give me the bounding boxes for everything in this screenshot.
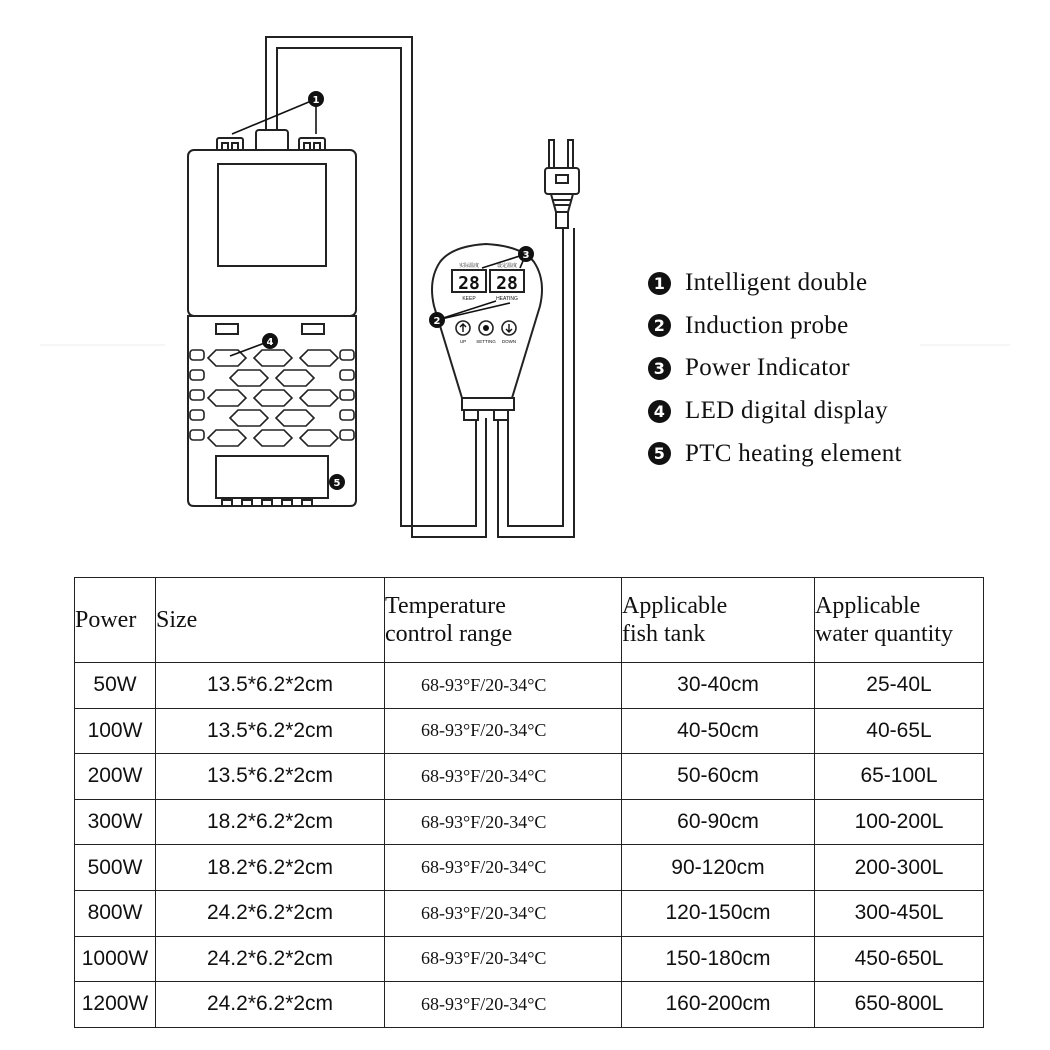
cell-water: 650-800L: [815, 982, 984, 1028]
cell-water: 65-100L: [815, 754, 984, 800]
power-plug: [545, 140, 579, 228]
cell-temperature: 68-93°F/20-34°C: [385, 936, 622, 982]
callout-3: [518, 246, 534, 262]
cell-water: 450-650L: [815, 936, 984, 982]
svg-text:2: 2: [433, 316, 441, 327]
legend-text: LED digital display: [685, 397, 888, 425]
legend-item: [648, 262, 902, 305]
cell-fish-tank: 160-200cm: [622, 982, 815, 1028]
right-display-caption: HEATING: [496, 296, 518, 302]
header-temperature-line2: control range: [385, 621, 513, 647]
cell-size: 18.2*6.2*2cm: [156, 799, 385, 845]
cell-power: 50W: [75, 663, 156, 709]
heater-device: [188, 130, 356, 506]
legend-number: 1: [648, 272, 671, 295]
legend-number: 5: [648, 442, 671, 465]
cell-fish-tank: 50-60cm: [622, 754, 815, 800]
cell-size: 13.5*6.2*2cm: [156, 663, 385, 709]
header-temperature-line1: Temperature: [385, 593, 506, 619]
cell-fish-tank: 90-120cm: [622, 845, 815, 891]
legend-text: Power Indicator: [685, 354, 850, 382]
cell-fish-tank: 30-40cm: [622, 663, 815, 709]
cell-power: 300W: [75, 799, 156, 845]
cell-temperature: 68-93°F/20-34°C: [385, 799, 622, 845]
table-row: [75, 936, 984, 982]
legend-number: 2: [648, 314, 671, 337]
cell-power: 1200W: [75, 982, 156, 1028]
cell-water: 300-450L: [815, 890, 984, 936]
right-display-digits: 28: [496, 273, 518, 294]
cell-fish-tank: 40-50cm: [622, 708, 815, 754]
header-water-quantity: [815, 578, 984, 663]
header-water-line2: water quantity: [815, 621, 953, 647]
callout-5: [329, 474, 345, 490]
table-header-row: [75, 578, 984, 663]
cell-temperature: 68-93°F/20-34°C: [385, 754, 622, 800]
header-temperature: [385, 578, 622, 663]
legend-text: PTC heating element: [685, 439, 902, 467]
cell-power: 800W: [75, 890, 156, 936]
cell-water: 25-40L: [815, 663, 984, 709]
header-fish-tank: [622, 578, 815, 663]
callout-2: [429, 312, 445, 328]
left-display-top-label: 实际温度: [458, 263, 480, 269]
table-row: [75, 708, 984, 754]
legend-number: 4: [648, 400, 671, 423]
svg-text:1: 1: [312, 95, 320, 106]
cell-temperature: 68-93°F/20-34°C: [385, 663, 622, 709]
cell-fish-tank: 150-180cm: [622, 936, 815, 982]
callout-4: [262, 333, 278, 349]
left-display-digits: 28: [458, 273, 480, 294]
cell-water: 100-200L: [815, 799, 984, 845]
cell-power: 1000W: [75, 936, 156, 982]
header-fish-tank-line1: Applicable: [622, 593, 728, 619]
header-fish-tank-line2: fish tank: [622, 621, 706, 647]
header-power: Power: [75, 578, 156, 663]
cell-power: 100W: [75, 708, 156, 754]
legend-item: [648, 432, 902, 475]
svg-text:5: 5: [333, 478, 341, 489]
cell-temperature: 68-93°F/20-34°C: [385, 845, 622, 891]
table-row: [75, 799, 984, 845]
cell-fish-tank: 60-90cm: [622, 799, 815, 845]
header-water-line1: Applicable: [815, 593, 921, 619]
legend-text: Intelligent double: [685, 269, 868, 297]
left-display-caption: KEEP: [462, 296, 476, 302]
svg-text:4: 4: [266, 337, 274, 348]
setting-button-label: SETTING: [476, 339, 496, 344]
legend-item: [648, 390, 902, 433]
up-button-label: UP: [459, 339, 467, 344]
header-size: Size: [156, 578, 385, 663]
cell-fish-tank: 120-150cm: [622, 890, 815, 936]
cell-size: 13.5*6.2*2cm: [156, 754, 385, 800]
cell-size: 13.5*6.2*2cm: [156, 708, 385, 754]
table-row: [75, 663, 984, 709]
svg-text:3: 3: [522, 250, 530, 261]
cell-power: 500W: [75, 845, 156, 891]
spec-table: [74, 577, 984, 1028]
cell-size: 24.2*6.2*2cm: [156, 890, 385, 936]
cell-temperature: 68-93°F/20-34°C: [385, 708, 622, 754]
cell-temperature: 68-93°F/20-34°C: [385, 890, 622, 936]
cell-power: 200W: [75, 754, 156, 800]
legend-item: [648, 347, 902, 390]
legend-item: [648, 305, 902, 348]
table-row: [75, 982, 984, 1028]
table-row: [75, 890, 984, 936]
cell-size: 24.2*6.2*2cm: [156, 936, 385, 982]
table-row: [75, 754, 984, 800]
cell-size: 18.2*6.2*2cm: [156, 845, 385, 891]
cell-temperature: 68-93°F/20-34°C: [385, 982, 622, 1028]
cell-size: 24.2*6.2*2cm: [156, 982, 385, 1028]
table-row: [75, 845, 984, 891]
callout-1: [308, 91, 324, 107]
legend-text: Induction probe: [685, 311, 849, 339]
cell-water: 200-300L: [815, 845, 984, 891]
cell-water: 40-65L: [815, 708, 984, 754]
right-display-top-label: 设定温度: [496, 263, 518, 269]
down-button-label: DOWN: [501, 339, 517, 344]
legend-number: 3: [648, 357, 671, 380]
feature-legend: [648, 262, 902, 475]
